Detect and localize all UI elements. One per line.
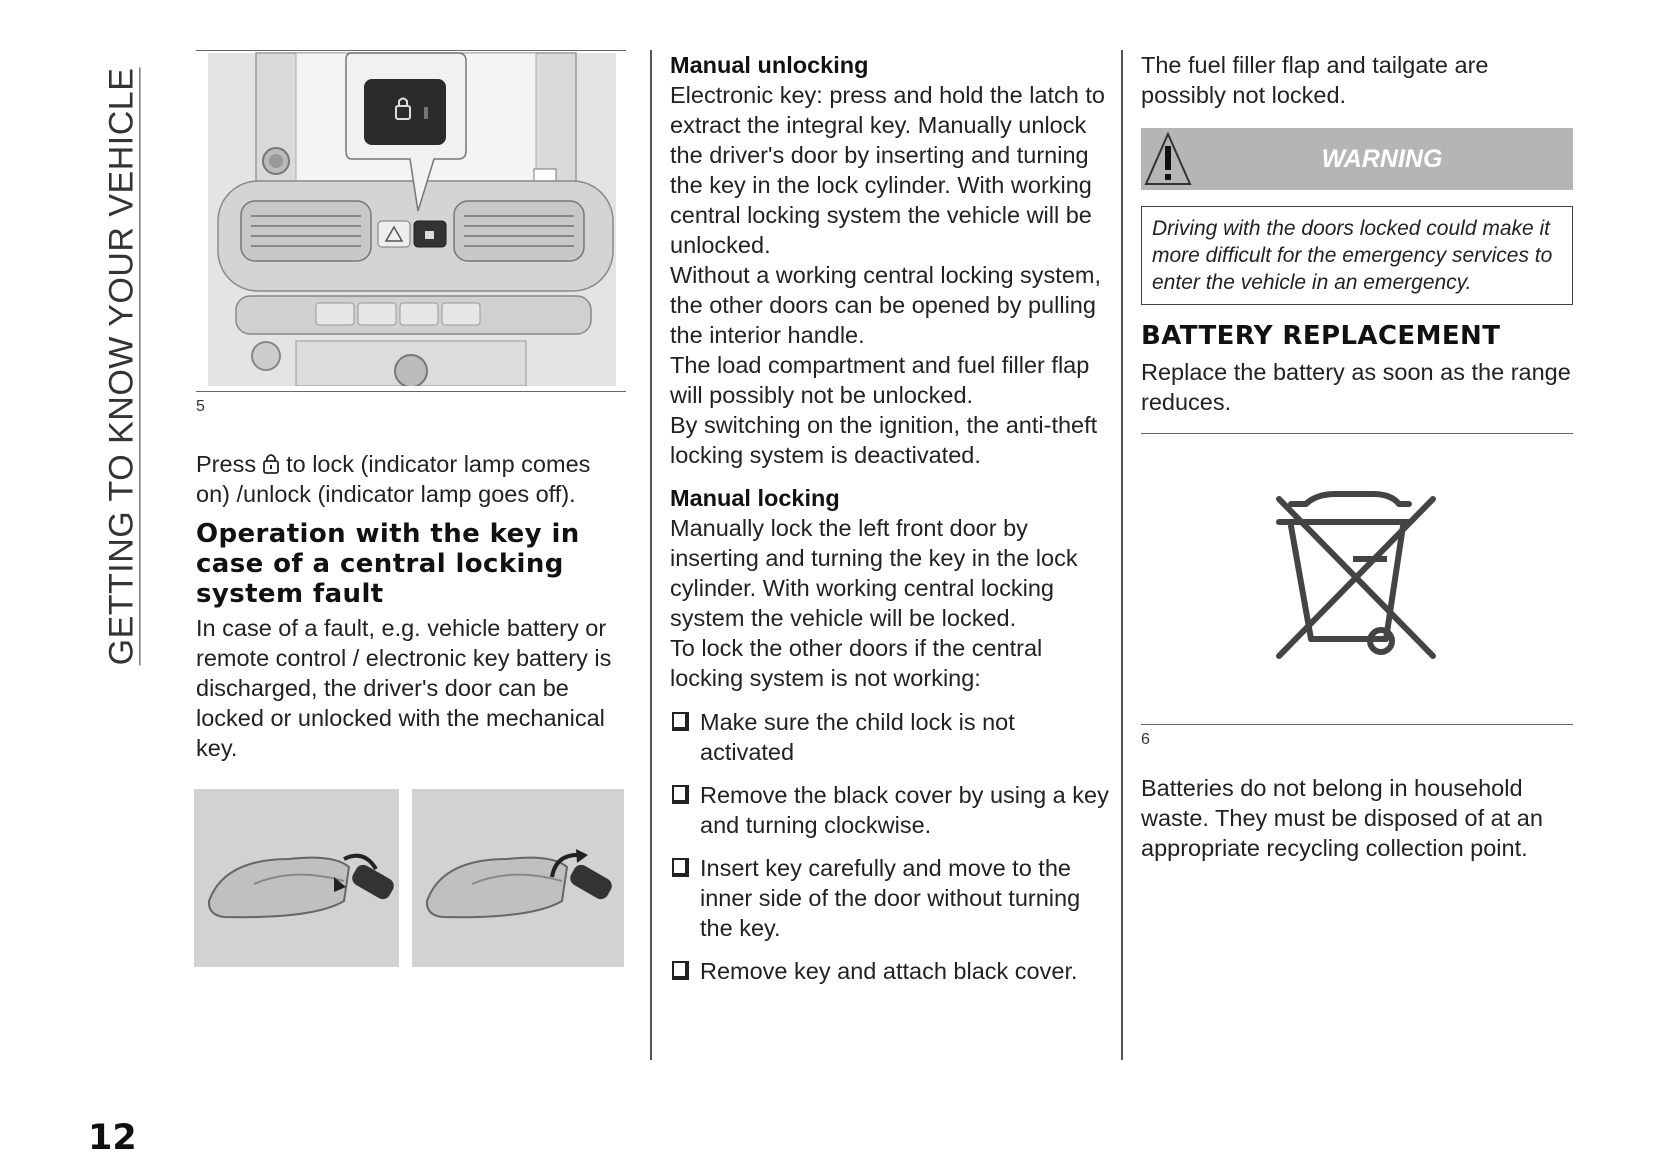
list-item <box>670 956 1115 986</box>
figure-6 <box>1141 433 1573 749</box>
column-divider <box>1121 50 1123 1060</box>
step-text: Remove key and attach black cover. <box>700 958 1078 984</box>
fuel-flap-paragraph: The fuel filler flap and tailgate are possibly not locked. <box>1141 52 1489 108</box>
warning-box <box>1141 206 1573 305</box>
checkbox-bullet-icon <box>672 785 689 804</box>
locking-paragraph: Manually lock the left front door by inserting and turning the key in the lock cylinder. With working central locking system the vehicle will be locked. <box>670 515 1078 631</box>
crossed-out-wheelie-bin-icon <box>1141 434 1573 719</box>
door-handle-key-illustration <box>194 789 624 969</box>
figure-bottom-rule <box>196 391 626 392</box>
step-text: Remove the black cover by using a key and turning clockwise. <box>700 782 1109 838</box>
figure-bottom-rule <box>1141 724 1573 725</box>
column-2 <box>670 50 1115 999</box>
manual-locking-title: Manual locking <box>670 485 840 511</box>
unlocking-paragraph: The load compartment and fuel filler flap will possibly not be unlocked. <box>670 352 1090 408</box>
figure-5 <box>196 50 626 416</box>
locking-paragraph: To lock the other doors if the central locking system is not working: <box>670 635 1043 691</box>
fault-paragraph: In case of a fault, e.g. vehicle battery or remote control / electronic key battery is discharged, the driver's door can be locked or unlocked with the mechanical key. <box>196 615 612 761</box>
list-item <box>670 853 1115 943</box>
checkbox-bullet-icon <box>672 858 689 877</box>
unlocking-paragraph: By switching on the ignition, the anti-theft locking system is deactivated. <box>670 412 1098 468</box>
warning-label: WARNING <box>1321 144 1443 173</box>
chapter-title-text: GETTING TO KNOW YOUR VEHICLE <box>102 67 141 665</box>
step-text: Make sure the child lock is not activated <box>700 709 1015 765</box>
press-text-rest: to lock (indicator lamp comes on) /unlock (indicator lamp goes off). <box>196 451 591 507</box>
warning-banner <box>1141 128 1573 190</box>
padlock-icon <box>262 452 280 474</box>
chapter-title <box>103 50 141 682</box>
figure-5-caption: 5 <box>196 398 205 415</box>
battery-heading: BATTERY REPLACEMENT <box>1141 321 1501 351</box>
disposal-paragraph: Batteries do not belong in household waste. They must be disposed of at an appropriate recycling collection point. <box>1141 775 1543 861</box>
column-1 <box>196 50 626 974</box>
column-3 <box>1141 50 1573 863</box>
checkbox-bullet-icon <box>672 961 689 980</box>
warning-text: Driving with the doors locked could make it more difficult for the emergency services to enter the vehicle in an emergency. <box>1152 217 1553 294</box>
unlocking-paragraph: Electronic key: press and hold the latch to extract the integral key. Manually unlock the driver's door by inserting and turning the key in the lock cylinder. With working central locking system the vehicle will be unlocked. <box>670 82 1105 258</box>
figure-6-caption: 6 <box>1141 731 1150 748</box>
step-text: Insert key carefully and move to the inner side of the door without turning the key. <box>700 855 1081 941</box>
press-lock-paragraph <box>196 449 626 509</box>
warning-triangle-icon <box>1143 130 1193 188</box>
column-divider <box>650 50 652 1060</box>
manual-unlocking-title: Manual unlocking <box>670 52 869 78</box>
list-item <box>670 707 1115 767</box>
locking-steps-list <box>670 707 1115 986</box>
checkbox-bullet-icon <box>672 712 689 731</box>
battery-paragraph: Replace the battery as soon as the range reduces. <box>1141 359 1571 415</box>
unlocking-paragraph: Without a working central locking system, the other doors can be opened by pulling the interior handle. <box>670 262 1101 348</box>
press-text: Press <box>196 451 257 477</box>
list-item <box>670 780 1115 840</box>
section-heading: Operation with the key in case of a central locking system fault <box>196 519 580 609</box>
page-number: 12 <box>88 1118 137 1158</box>
dashboard-lock-button-illustration <box>196 51 626 386</box>
